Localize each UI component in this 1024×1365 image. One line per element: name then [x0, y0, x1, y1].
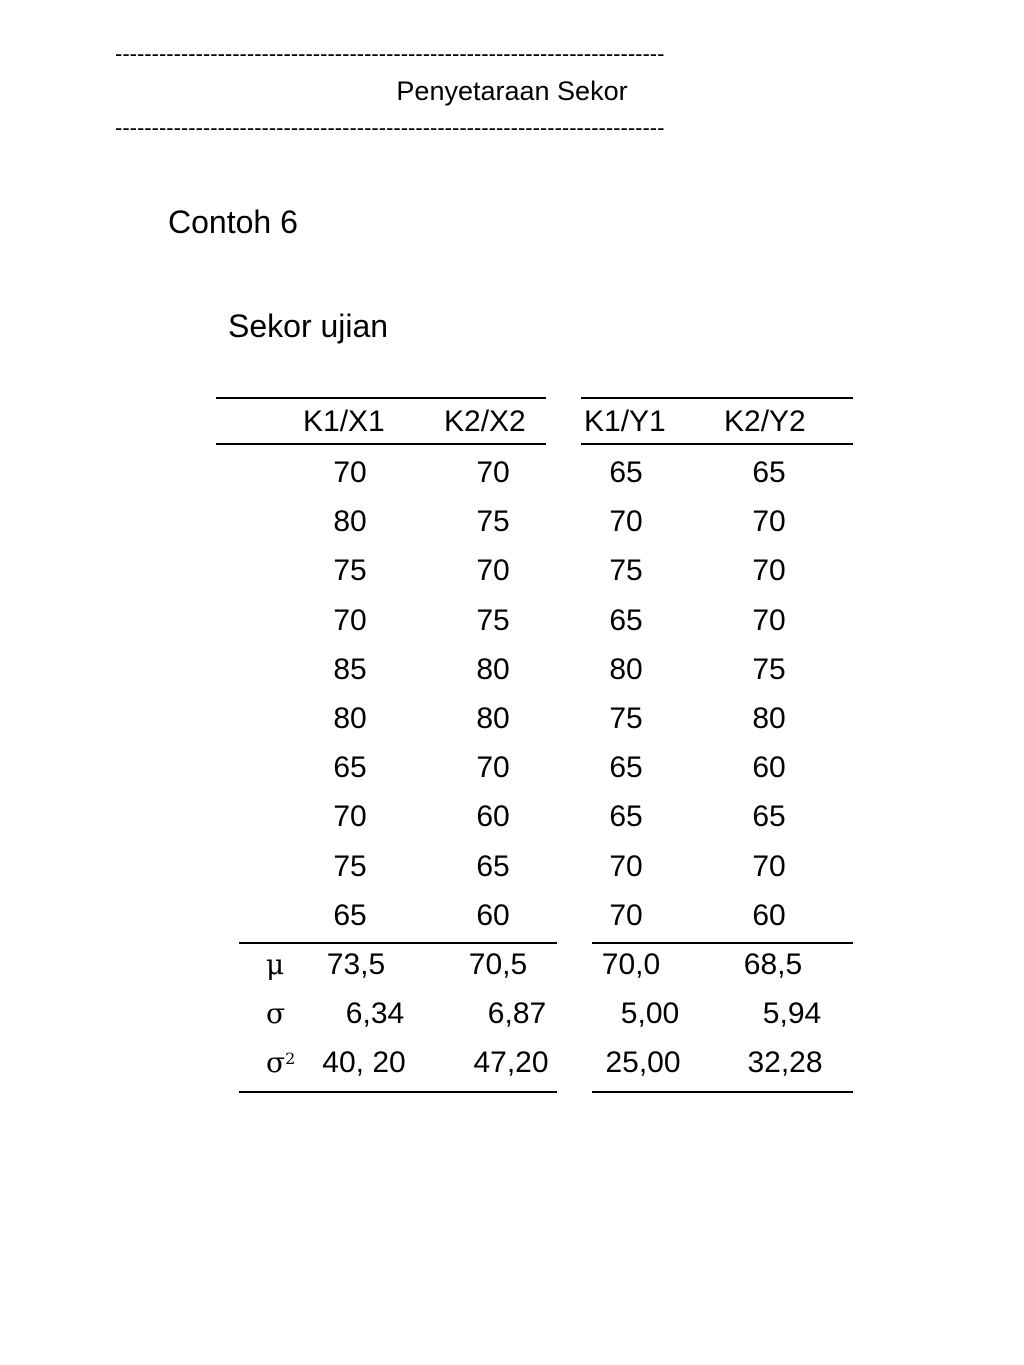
table-rule-top-left [216, 397, 546, 399]
table-cell: 65 [476, 849, 510, 883]
table-cell: 75 [333, 554, 367, 588]
table-header-rule-left [216, 443, 546, 445]
table-cell: 75 [609, 702, 643, 735]
column-header: K2/Y2 [724, 405, 806, 438]
column-header: K1/Y1 [584, 405, 666, 438]
table-rule-bottom-left [239, 1091, 557, 1093]
table-cell: 70 [476, 751, 510, 785]
table-cell: 70 [752, 554, 786, 588]
table-cell: 75 [609, 554, 643, 588]
table-cell: 75 [333, 849, 367, 883]
stats-rule-left [239, 942, 557, 944]
table-cell: 65 [333, 898, 367, 932]
table-cell: 70 [333, 800, 367, 834]
table-cell: 65 [609, 603, 643, 637]
table-cell: 60 [752, 898, 786, 932]
stat-symbol [266, 947, 284, 983]
stat-symbol [266, 1045, 295, 1081]
stat-value: 70,5 [468, 948, 528, 981]
table-cell: 70 [609, 849, 643, 883]
stat-value: 6,34 [345, 997, 405, 1030]
stats-rule-right [592, 942, 853, 944]
table-cell: 65 [609, 800, 643, 834]
section-heading: Contoh 6 [168, 204, 298, 240]
stat-value: 40, 20 [322, 1046, 406, 1079]
subsection-heading: Sekor ujian [228, 308, 389, 344]
stat-value: 5,94 [762, 997, 822, 1030]
stat-symbol-superscript: 2 [285, 1049, 296, 1068]
table-cell: 85 [333, 652, 367, 686]
table-header-rule-right [581, 443, 853, 445]
column-header: K2/X2 [444, 405, 526, 438]
table-cell: 75 [752, 652, 786, 686]
table-cell: 60 [476, 898, 510, 932]
table-cell: 65 [333, 751, 367, 785]
table-rule-top-right [581, 397, 853, 399]
stat-symbol-glyph: μ [266, 948, 285, 981]
table-cell: 70 [609, 505, 643, 539]
table-rule-bottom-right [592, 1091, 853, 1093]
table-cell: 70 [752, 505, 786, 539]
table-cell: 65 [609, 456, 643, 489]
table-cell: 70 [476, 554, 510, 588]
table-cell: 80 [476, 652, 510, 686]
table-cell: 80 [752, 702, 786, 735]
table-cell: 65 [609, 751, 643, 785]
stat-value: 47,20 [473, 1046, 549, 1079]
table-cell: 70 [333, 456, 367, 489]
table-cell: 65 [752, 456, 786, 489]
stat-symbol-glyph: σ [266, 1046, 286, 1079]
table-cell: 80 [476, 702, 510, 735]
page-header-title: Penyetaraan Sekor [396, 76, 628, 106]
table-cell: 70 [752, 603, 786, 637]
stat-symbol-glyph: σ [266, 997, 286, 1030]
stat-value: 32,28 [747, 1046, 823, 1079]
table-cell: 60 [476, 800, 510, 834]
header-rule-bottom: --------------------------------------------------------------------------- [115, 116, 665, 140]
table-cell: 70 [476, 456, 510, 489]
stat-value: 73,5 [326, 948, 386, 981]
stat-value: 25,00 [605, 1046, 681, 1079]
table-cell: 80 [333, 505, 367, 539]
stat-value: 70,0 [601, 948, 661, 981]
table-cell: 70 [609, 898, 643, 932]
table-cell: 60 [752, 751, 786, 785]
column-header: K1/X1 [303, 405, 385, 438]
stat-value: 68,5 [743, 948, 803, 981]
table-cell: 70 [333, 603, 367, 637]
header-rule-top: --------------------------------------------------------------------------- [115, 42, 665, 66]
table-cell: 65 [752, 800, 786, 834]
table-cell: 75 [476, 603, 510, 637]
table-cell: 70 [752, 849, 786, 883]
table-cell: 75 [476, 505, 510, 539]
stat-value: 6,87 [487, 997, 547, 1030]
table-cell: 80 [333, 702, 367, 735]
table-cell: 80 [609, 652, 643, 686]
stat-value: 5,00 [620, 997, 680, 1030]
stat-symbol [266, 996, 285, 1032]
